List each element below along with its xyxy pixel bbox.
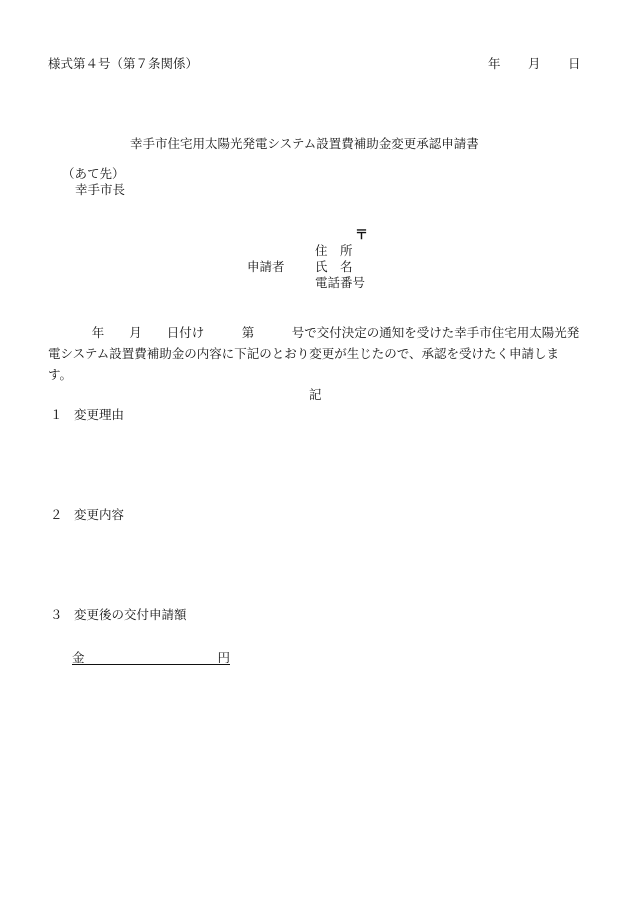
amount-suffix: 円 xyxy=(217,650,230,665)
addressee-name: 幸手市長 xyxy=(75,182,126,197)
applicant-label: 申請者 xyxy=(247,259,285,274)
item-2-label: 変更内容 xyxy=(74,507,125,522)
document-title: 幸手市住宅用太陽光発電システム設置費補助金変更承認申請書 xyxy=(130,136,479,151)
date-month: 月 xyxy=(528,56,541,71)
item-1-label: 変更理由 xyxy=(74,407,125,422)
applicant-address-label: 住 所 xyxy=(315,243,353,258)
item-1-number: １ xyxy=(50,407,63,422)
item-2-number: ２ xyxy=(50,507,63,522)
date-day: 日 xyxy=(568,56,581,71)
ki-mark: 記 xyxy=(309,387,322,402)
body-text: 年 月 日付け 第 号で交付決定の通知を受けた幸手市住宅用太陽光発電システム設置費補助金の内容に下記のとおり変更が生じたので、承認を受けたく申請します。 xyxy=(48,325,580,382)
applicant-phone-label: 電話番号 xyxy=(315,275,366,290)
amount-prefix: 金 xyxy=(72,650,85,665)
item-3-label: 変更後の交付申請額 xyxy=(74,607,187,622)
applicant-name-label: 氏 名 xyxy=(315,259,353,274)
form-number: 様式第４号（第７条関係） xyxy=(48,56,199,71)
date-year: 年 xyxy=(488,56,501,71)
addressee-prefix: （あて先） xyxy=(62,166,125,181)
item-3-number: ３ xyxy=(50,607,63,622)
postal-mark: 〒 xyxy=(355,228,369,243)
amount-line xyxy=(72,648,230,665)
